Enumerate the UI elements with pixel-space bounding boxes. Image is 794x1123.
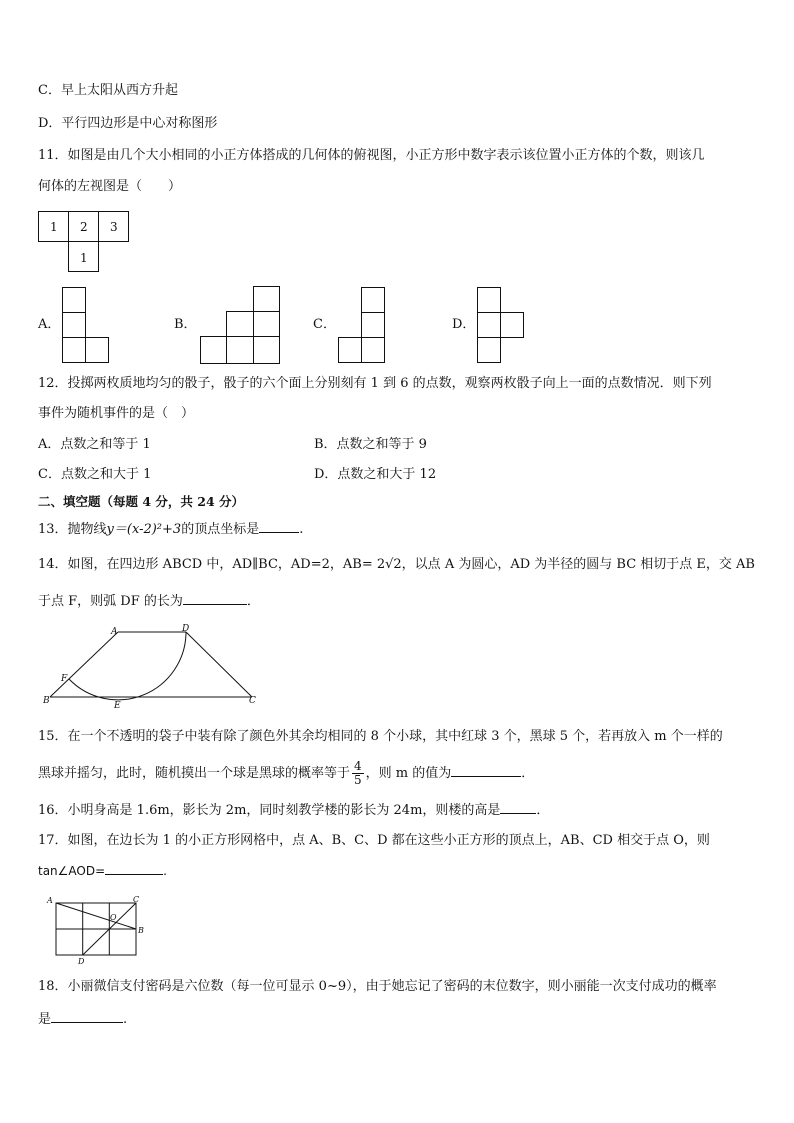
q13-answer-blank [259, 520, 299, 533]
q13-formula: y＝(x-2)²+3 [106, 522, 182, 537]
q17-label-d: D [78, 957, 85, 966]
q14-stem-line1: 14．如图，在四边形 ABCD 中，AD∥BC，AD=2，AB= 2√2，以点 A 为圆心，AD 为半径的圆与 BC 相切于点 E，交 AB [38, 557, 755, 572]
q13-stem: 13．抛物线y＝(x-2)²+3的顶点坐标是 . [38, 522, 304, 537]
q12-option-a: A．点数之和等于 1 [38, 437, 151, 452]
q15-fraction-numerator: 4 [354, 759, 362, 773]
q17-label-c: C [133, 895, 140, 904]
q12-option-b: B．点数之和等于 9 [314, 437, 427, 452]
q17-label-a: A [47, 896, 53, 905]
q14-label-e: E [114, 701, 121, 711]
q11-option-a-label: A． [38, 317, 61, 332]
q17-stem-line1: 17．如图，在边长为 1 的小正方形网格中，点 A、B、C、D 都在这些小正方形的顶点上，AB、CD 相交于点 O，则 [38, 833, 710, 848]
q11-option-d-figure [477, 287, 527, 365]
q17-grid-figure [44, 894, 148, 966]
q10-option-d: D．平行四边形是中心对称图形 [38, 116, 218, 131]
q17-line2-text: tan∠AOD= [38, 864, 106, 878]
q18-stem-line2: 是 . [38, 1012, 128, 1027]
q12-option-d: D．点数之和大于 12 [314, 467, 437, 482]
q16-text: 16．小明身高是 1.6m，影长为 2m，同时刻教学楼的影长为 24m，则楼的高是 [38, 803, 501, 818]
q14-answer-blank [183, 592, 247, 605]
q14-stem-line2: 于点 F，则弧 DF 的长为 ． [38, 594, 260, 609]
q15-answer-blank [451, 764, 521, 777]
q10-option-c: C．早上太阳从西方升起 [38, 83, 178, 98]
grid-cell-3: 3 [110, 220, 118, 234]
q11-stem-line2: 何体的左视图是（ ） [38, 179, 182, 194]
grid-cell-4: 1 [80, 251, 88, 265]
q11-option-b-figure [200, 286, 282, 366]
q13-prefix: 13．抛物线 [38, 522, 107, 537]
section-heading-fill-in: 二、填空题（每题 4 分，共 24 分） [38, 494, 245, 509]
q11-option-c-figure [338, 287, 388, 365]
q17-label-o: O [110, 913, 117, 922]
q18-answer-blank [51, 1010, 123, 1023]
q16-stem: 16．小明身高是 1.6m，影长为 2m，同时刻教学楼的影长为 24m，则楼的高是 ． [38, 803, 550, 818]
q15-fraction [352, 760, 364, 787]
q16-answer-blank [500, 801, 536, 814]
q11-top-view-grid [38, 211, 133, 274]
q17-stem-line2: tan∠AOD= . [38, 864, 167, 878]
q12-option-c: C．点数之和大于 1 [38, 467, 152, 482]
q14-line2-text: 于点 F，则弧 DF 的长为 [38, 594, 183, 609]
q12-stem-line2: 事件为随机事件的是（ ） [38, 406, 195, 421]
q11-stem-line1: 11．如图是由几个大小相同的小正方体搭成的几何体的俯视图，小正方形中数字表示该位置小正方体的个数，则该几 [38, 148, 705, 163]
q14-label-b: B [43, 696, 50, 706]
q15-stem-line2: 黑球并摇匀，此时，随机摸出一个球是黑球的概率等于 $\frac{4}{5}$ ，则 m 的值为 ． [38, 759, 535, 787]
q14-label-f: F [61, 674, 68, 684]
q12-stem-line1: 12．投掷两枚质地均匀的骰子，骰子的六个面上分别刻有 1 到 6 的点数，观察两枚骰子向上一面的点数情况．则下列 [38, 376, 712, 391]
q11-option-a-figure [62, 287, 112, 365]
q11-option-d-label: D． [452, 317, 476, 332]
q18-stem-line1: 18．小丽微信支付密码是六位数（每一位可显示 0~9），由于她忘记了密码的末位数字，则小丽能一次支付成功的概率 [38, 979, 717, 994]
q11-option-b-label: B． [174, 317, 197, 332]
q14-label-d: D [182, 624, 190, 634]
q13-suffix: 的顶点坐标是 [181, 522, 260, 537]
q11-option-c-label: C． [313, 317, 336, 332]
q14-label-c: C [249, 696, 256, 706]
q17-answer-blank [105, 862, 163, 875]
q15-line2-prefix: 黑球并摇匀，此时，随机摸出一个球是黑球的概率等于 [38, 766, 351, 781]
q15-stem-line1: 15．在一个不透明的袋子中装有除了颜色外其余均相同的 8 个小球，其中红球 3 个，黑球 5 个，若再放入 m 个一样的 [38, 729, 723, 744]
q15-line2-suffix: ，则 m 的值为 [365, 766, 452, 781]
q14-label-a: A [111, 627, 118, 637]
q17-label-b: B [138, 926, 144, 935]
q15-fraction-denominator: 5 [354, 773, 362, 787]
grid-cell-1: 1 [50, 220, 58, 234]
grid-cell-2: 2 [80, 220, 88, 234]
q18-line2-text: 是 [38, 1012, 52, 1027]
q14-trapezoid-figure [40, 624, 265, 711]
